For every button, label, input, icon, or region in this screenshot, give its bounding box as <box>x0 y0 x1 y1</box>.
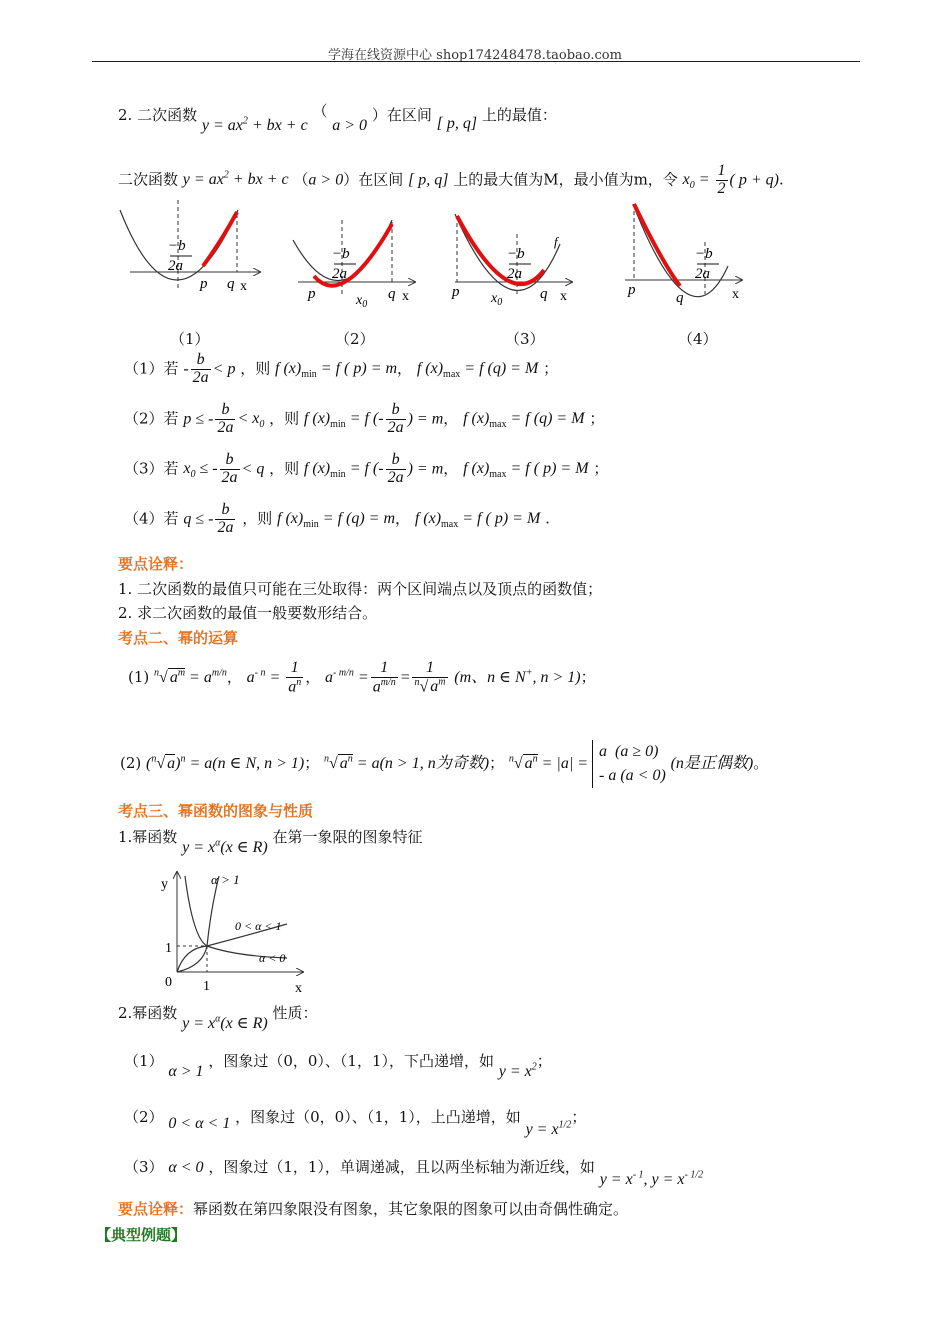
section-title: 2. 二次函数 $y = ax^2$ + bx + c （ a > 0 ）在区间 [ p, q] 上的最值： <box>118 102 557 134</box>
header-rule <box>92 61 860 62</box>
figure-label: （4） <box>678 330 718 348</box>
power-fn-prop-1: （1） α > 1 ，图象过（0，0）、（1，1），下凸递增，如 $y = x^2$； <box>124 1052 552 1080</box>
figure-label: （3） <box>505 330 545 348</box>
svg-text:x0: $x_0$ <box>491 291 503 308</box>
figure-1 <box>120 200 260 294</box>
parabola-figures <box>110 200 770 310</box>
power-fn-prop-3: （3） α < 0 ，图象过（1，1），单调递减，且以两坐标轴为渐近线，如 $y = x^{- 1}$, $y = x^{- 1/2}$ <box>124 1158 704 1188</box>
case-2: （2）若 p ≤ - $\frac{b}{2a}$ < $x_0$ ，则 f $(x)_{min} = f$ (- $\frac{b}{2a}$ ) = m， f $(x)_{max} = f$ (q) = M ； <box>124 401 605 436</box>
note-2: 要点诠释：幂函数在第四象限没有图象，其它象限的图象可以由奇偶性确定。 <box>118 1200 629 1218</box>
note-item: 1. 二次函数的最值只可能在三处取得：两个区间端点以及顶点的函数值； <box>118 580 603 598</box>
svg-text:2a: 2a <box>168 258 183 274</box>
svg-text:p: p <box>200 276 208 292</box>
power-ops-line-2: (2) ($^n$√ a)$^n$ = a(n ∈ N, n > 1)； $^n$√ $a^n = a(n > 1$, n为奇数)； $^n$√ $a^n = |a| = a$ (a ≥ 0) - a (a < 0) (n是正偶数)。 <box>120 740 768 788</box>
svg-text:2a: 2a <box>332 266 347 282</box>
svg-text:p: p <box>628 282 636 298</box>
page-header: 学海在线资源中心 shop174248478.taobao.com <box>328 48 622 63</box>
x-one-label: 1 <box>203 979 210 994</box>
power-fn-item-2: 2.幂函数 $y = x^\alpha(x$ ∈ R) 性质： <box>118 1004 318 1032</box>
figure-2 <box>293 220 415 310</box>
svg-text:−b: −b <box>332 246 350 262</box>
power-ops-line-1: (1) $^n$√ $a^m = a^{m/n}$， $a^{- n}$ = $\frac{1}{a^n}$ ， $a^{- m/n}$ = $\frac{1}{a^{m/n}}$ = $\frac{1}{^n√ a^m}$ (m、n ∈ N+, n > 1)； <box>128 659 596 696</box>
alpha-lt0-label: α < 0 <box>259 951 286 965</box>
section-intro: 二次函数 $y = ax^2$ + bx + c （a > 0）在区间 [ p, q] 上的最大值为M，最小值为m，令 $x_0$ = $\frac{1}{2}$ ( p + q). <box>118 162 784 197</box>
svg-text:x: x <box>402 289 409 304</box>
svg-text:2a: 2a <box>507 266 522 282</box>
case-1: （1）若 - $\frac{b}{2a}$ < p ，则 f $(x)_{min} = f$ ( p) = m， f $(x)_{max} = f$ (q) = M ； <box>124 351 559 386</box>
case-4: （4）若 q ≤ - $\frac{b}{2a}$ ，则 f $(x)_{min} = f$ (q) = m， f $(x)_{max} = f$ ( p) = M . <box>124 501 550 536</box>
svg-text:q: q <box>676 290 684 306</box>
svg-text:q: q <box>540 286 548 302</box>
case-3: （3）若 $x_0$ ≤ - $\frac{b}{2a}$ < q ，则 f $(x)_{min} = f$ (- $\frac{b}{2a}$ ) = m， f $(x)_{max} = f$ ( p) = M ； <box>124 451 609 486</box>
figure-4 <box>625 204 742 306</box>
examples-heading: 【典型例题】 <box>96 1226 187 1244</box>
power-fn-item-1: 1.幂函数 $y = x^\alpha(x$ ∈ R) 在第一象限的图象特征 <box>118 828 423 856</box>
svg-text:x: x <box>560 289 567 304</box>
figure-label: （1） <box>170 330 210 348</box>
svg-text:−b: −b <box>168 238 186 254</box>
svg-text:x0: $x_0$ <box>356 293 368 310</box>
y-axis-label: y <box>161 877 168 892</box>
figure-3 <box>451 214 572 308</box>
svg-text:p: p <box>308 286 316 302</box>
power-fn-prop-2: （2） 0 < α < 1 ，图象过（0，0）、（1，1），上凸递增，如 $y = x^{1/2}$； <box>124 1108 587 1138</box>
y-one-label: 1 <box>165 941 172 956</box>
svg-text:x: x <box>240 279 247 294</box>
svg-text:−b: −b <box>507 246 525 262</box>
note-item: 2. 求二次函数的最值一般要数形结合。 <box>118 604 378 622</box>
svg-text:p: p <box>452 284 460 300</box>
alpha-mid-label: 0 < α < 1 <box>235 919 282 933</box>
svg-text:q: q <box>388 286 396 302</box>
section-heading: 考点三、幂函数的图象与性质 <box>118 802 314 820</box>
svg-text:q: q <box>227 276 235 292</box>
section-heading: 考点二、幂的运算 <box>118 629 239 647</box>
x-axis-label: x <box>295 981 302 996</box>
alpha-gt1-label: α > 1 <box>211 872 240 887</box>
note-title: 要点诠释： <box>118 555 194 573</box>
svg-text:f: f <box>554 234 558 249</box>
origin-label: 0 <box>165 975 172 990</box>
svg-text:x: x <box>732 287 739 302</box>
power-function-graph <box>155 868 315 996</box>
figure-label: （2） <box>335 330 375 348</box>
svg-text:−b: −b <box>695 246 713 262</box>
svg-text:2a: 2a <box>695 266 710 282</box>
